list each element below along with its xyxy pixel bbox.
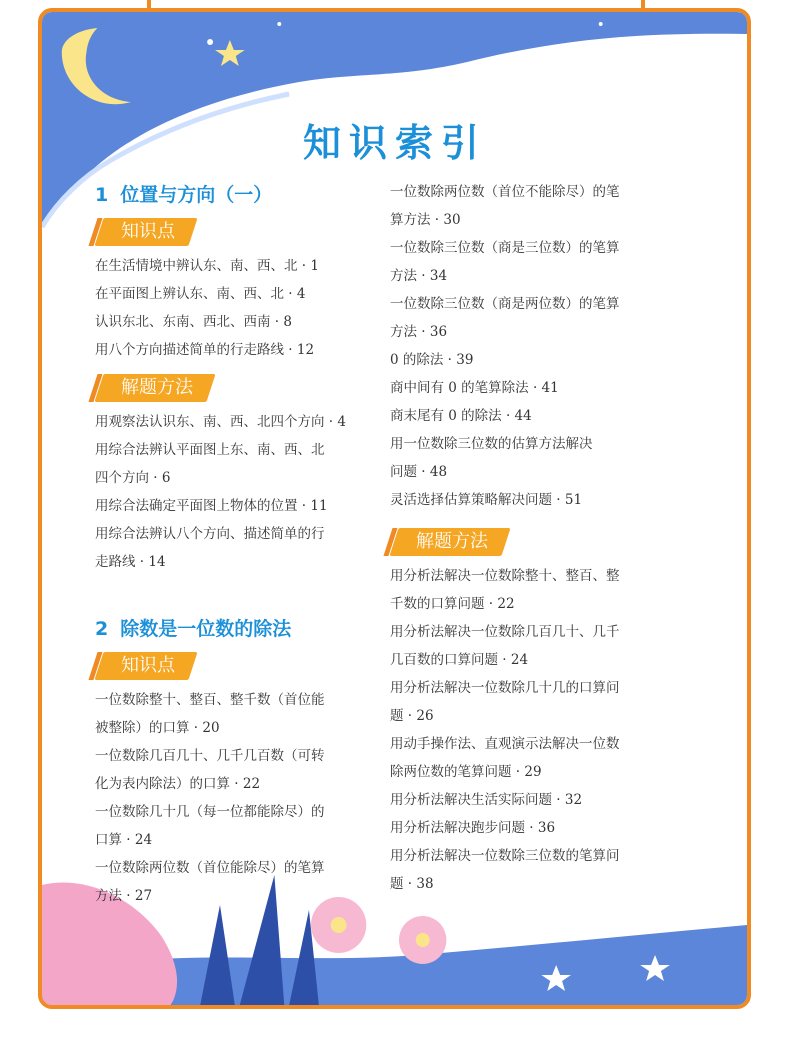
- index-entry: 用综合法确定平面图上物体的位置 · 11: [95, 498, 328, 514]
- section-2-title: 除数是一位数的除法: [120, 618, 292, 640]
- right-column: [390, 180, 675, 898]
- index-entry: 题 · 26: [390, 708, 434, 724]
- index-entry: 千数的口算问题 · 22: [390, 596, 515, 612]
- index-entry: 用分析法解决生活实际问题 · 32: [390, 792, 583, 808]
- index-entry: 0 的除法 · 39: [390, 352, 474, 368]
- index-entry: 一位数除几十几（每一位都能除尽）的: [95, 804, 325, 820]
- index-entry: 口算 · 24: [95, 832, 153, 848]
- index-entry: 化为表内除法）的口算 · 22: [95, 776, 261, 792]
- index-entry: 用分析法解决一位数除几十几的口算问: [390, 680, 620, 696]
- tag-label: 知识点: [121, 221, 175, 242]
- index-entry: 用动手操作法、直观演示法解决一位数: [390, 736, 620, 752]
- index-entry: 用分析法解决一位数除整十、整百、整: [390, 568, 620, 584]
- index-entry: 一位数除两位数（首位能除尽）的笔算: [95, 860, 325, 876]
- index-entry: 用一位数除三位数的估算方法解决: [390, 436, 593, 452]
- index-entry: 算方法 · 30: [390, 212, 461, 228]
- index-entry: 题 · 38: [390, 876, 434, 892]
- tag-label: 解题方法: [121, 377, 193, 398]
- index-entry: 一位数除两位数（首位不能除尽）的笔: [390, 184, 620, 200]
- tag-solving-methods-2: [394, 528, 506, 556]
- index-entry: 用综合法辨认平面图上东、南、西、北: [95, 442, 325, 458]
- index-entry: 用八个方向描述简单的行走路线 · 12: [95, 342, 315, 358]
- index-entry: 在生活情境中辨认东、南、西、北 · 1: [95, 258, 319, 274]
- index-entry: 被整除）的口算 · 20: [95, 720, 220, 736]
- left-column: [95, 180, 380, 910]
- section-1-heading: [95, 180, 380, 210]
- section-gap: [95, 576, 380, 614]
- index-entry: 用综合法辨认八个方向、描述简单的行: [95, 526, 325, 542]
- index-entry: 商中间有 0 的笔算除法 · 41: [390, 380, 559, 396]
- index-entry: 方法 · 36: [390, 324, 448, 340]
- index-entry: 方法 · 34: [390, 268, 448, 284]
- index-entry: 一位数除整十、整百、整千数（首位能: [95, 692, 325, 708]
- tag-knowledge-points-1: [99, 218, 193, 246]
- index-entry: 一位数除三位数（商是两位数）的笔算: [390, 296, 620, 312]
- page-title: 知识索引: [302, 121, 487, 165]
- index-entry: 方法 · 27: [95, 888, 153, 904]
- index-entry: 在平面图上辨认东、南、西、北 · 4: [95, 286, 306, 302]
- section-1-number: 1: [95, 184, 109, 206]
- index-entry: 几百数的口算问题 · 24: [390, 652, 529, 668]
- index-entry: 认识东北、东南、西北、西南 · 8: [95, 314, 292, 330]
- index-entry: 走路线 · 14: [95, 554, 166, 570]
- tag-solving-methods-1: [99, 374, 211, 402]
- index-entry: 一位数除几百几十、几千几百数（可转: [95, 748, 325, 764]
- index-entry: 用分析法解决跑步问题 · 36: [390, 820, 556, 836]
- section-2-number: 2: [95, 618, 109, 640]
- section-2-heading: [95, 614, 380, 644]
- index-entry: 除两位数的笔算问题 · 29: [390, 764, 542, 780]
- section-1-title: 位置与方向（一）: [120, 184, 273, 206]
- index-entry: 问题 · 48: [390, 464, 448, 480]
- index-entry: 灵活选择估算策略解决问题 · 51: [390, 492, 583, 508]
- index-entry: 用分析法解决一位数除几百几十、几千: [390, 624, 620, 640]
- index-entry: 用观察法认识东、南、西、北四个方向 · 4: [95, 414, 346, 430]
- tag-label: 解题方法: [416, 531, 488, 552]
- index-entry: 四个方向 · 6: [95, 470, 171, 486]
- index-entry: 商末尾有 0 的除法 · 44: [390, 408, 532, 424]
- tag-label: 知识点: [121, 655, 175, 676]
- index-entry: 一位数除三位数（商是三位数）的笔算: [390, 240, 620, 256]
- tag-knowledge-points-2: [99, 652, 193, 680]
- index-entry: 用分析法解决一位数除三位数的笔算问: [390, 848, 620, 864]
